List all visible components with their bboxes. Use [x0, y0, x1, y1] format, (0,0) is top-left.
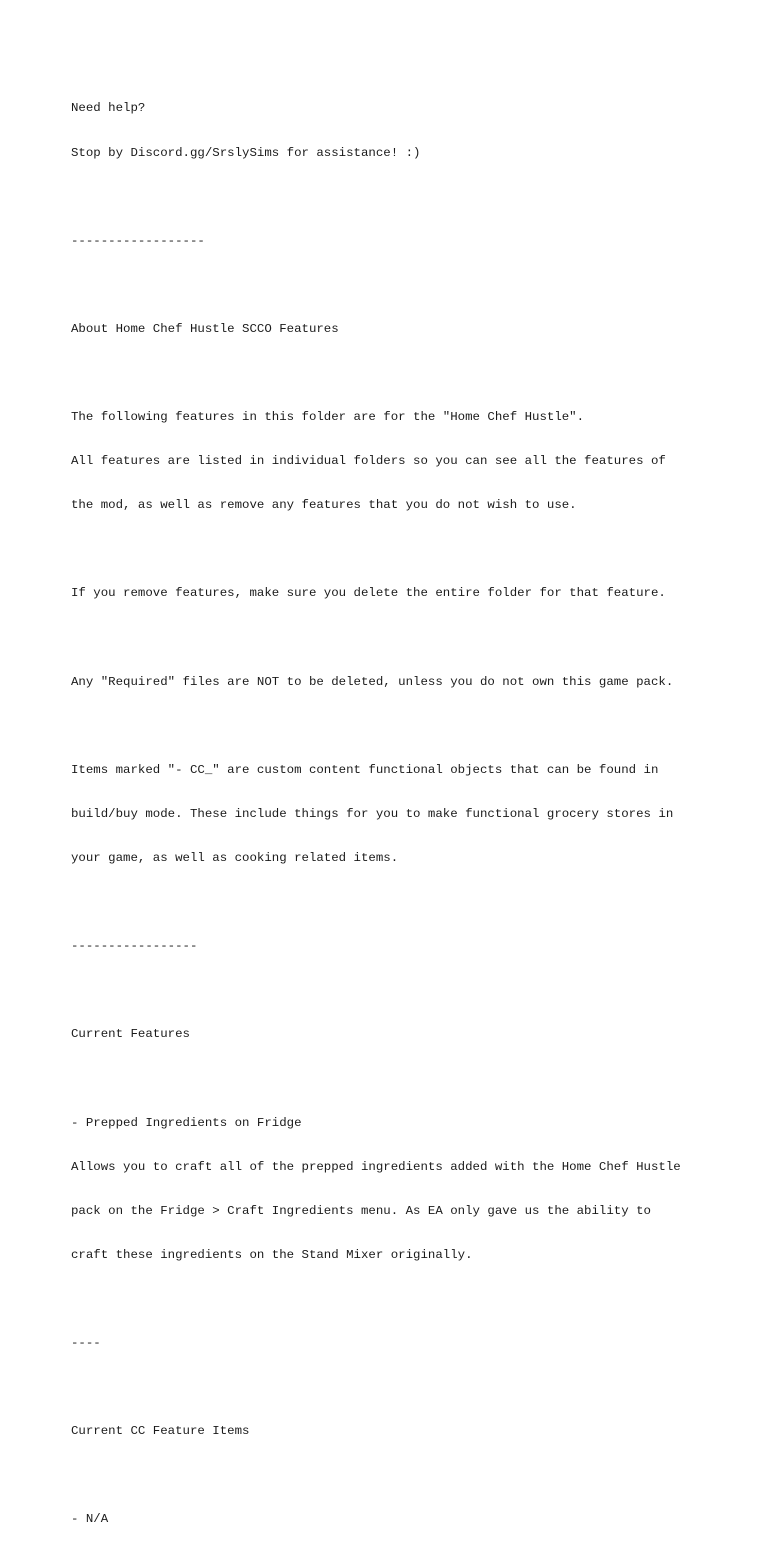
cc-items-text-line: build/buy mode. These include things for you to make functional grocery stores in: [71, 806, 674, 821]
cc-feature-item: - N/A: [71, 1512, 109, 1527]
blank-line: [71, 631, 731, 646]
required-files-line: Any "Required" files are NOT to be deleted, unless you do not own this game pack.: [71, 674, 674, 689]
blank-line: [71, 1292, 731, 1307]
current-features-heading: Current Features: [71, 1027, 190, 1042]
help-heading: Need help?: [71, 101, 146, 116]
feature-item-description: pack on the Fridge > Craft Ingredients menu. As EA only gave us the ability to: [71, 1203, 651, 1218]
blank-line: [71, 983, 731, 998]
feature-item-description: craft these ingredients on the Stand Mixer originally.: [71, 1247, 473, 1262]
cc-feature-items-heading: Current CC Feature Items: [71, 1424, 250, 1439]
blank-line: [71, 278, 731, 293]
cc-items-text-line: your game, as well as cooking related items.: [71, 851, 399, 865]
blank-line: [71, 895, 731, 910]
divider-line: -----------------: [71, 939, 198, 954]
cc-items-text-line: Items marked "- CC_" are custom content functional objects that can be found in: [71, 762, 659, 777]
document-page: [71, 72, 731, 1542]
blank-line: [71, 1380, 731, 1395]
feature-item-description: Allows you to craft all of the prepped ingredients added with the Home Chef Hustle: [71, 1159, 681, 1174]
blank-line: [71, 542, 731, 557]
divider-line: ----: [71, 1336, 101, 1351]
about-text-line: the mod, as well as remove any features that you do not wish to use.: [71, 498, 577, 513]
about-heading: About Home Chef Hustle SCCO Features: [71, 321, 339, 336]
blank-line: [71, 719, 731, 734]
discord-help-line: Stop by Discord.gg/SrslySims for assistance! :): [71, 145, 421, 160]
about-text-line: The following features in this folder are for the "Home Chef Hustle".: [71, 410, 585, 425]
feature-item-title: - Prepped Ingredients on Fridge: [71, 1115, 302, 1130]
blank-line: [71, 1071, 731, 1086]
remove-features-line: If you remove features, make sure you delete the entire folder for that feature.: [71, 586, 666, 601]
blank-line: [71, 366, 731, 381]
blank-line: [71, 1468, 731, 1483]
about-text-line: All features are listed in individual folders so you can see all the features of: [71, 454, 666, 469]
divider-line: ------------------: [71, 233, 205, 248]
blank-line: [71, 190, 731, 205]
